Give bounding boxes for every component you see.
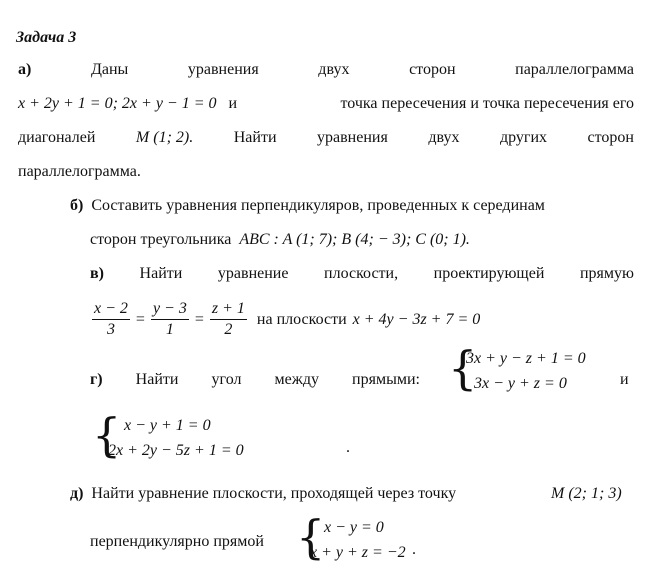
part-a-line2 [18, 94, 634, 114]
part-a-line3 [18, 128, 634, 148]
brace-icon: { [448, 341, 478, 395]
part-a-line1 [18, 60, 634, 80]
fraction: $\frac{x - 2}{3}$ [94, 300, 128, 338]
equations: x + 2y + 1 = 0; 2x + y − 1 = 0 [18, 95, 217, 112]
word: уравнение [217, 265, 289, 282]
part-v-label: в) [90, 265, 104, 282]
word: прямую [579, 265, 634, 282]
points: ABC : A (1; 7); B (4; − 3); C (0; 1). [239, 231, 470, 248]
brace-icon: { [296, 510, 326, 564]
conj: и [228, 95, 238, 112]
word: прямыми: [352, 371, 420, 388]
part-a-label: а) [18, 61, 32, 78]
word: угол [211, 371, 242, 388]
part-g-line1 [90, 370, 420, 390]
fraction: $\frac{z + 1}{2}$ [211, 300, 245, 338]
part-v-line1 [90, 264, 634, 284]
task-title: Задача 3 [16, 29, 77, 46]
word: уравнения [317, 129, 388, 146]
word: сторон [587, 129, 634, 146]
word: других [499, 129, 548, 146]
part-d-label: д) [70, 485, 84, 502]
part-g-label: г) [90, 371, 103, 388]
part-d-line2: перпендикулярно прямой [90, 533, 264, 550]
part-v-line2: $\frac{x - 2}{3}$ = $\frac{y - 3}{1}$ = $\frac{z + 1}{2}$ на плоскости x + 4y − 3z + 7 = 0 [94, 300, 481, 338]
text: сторон треугольника [90, 231, 232, 248]
part-b-line1 [70, 196, 545, 216]
part-d-line1 [70, 484, 456, 504]
part-b-label: б) [70, 197, 84, 214]
word: уравнения [187, 61, 259, 78]
fraction: $\frac{y - 3}{1}$ [152, 300, 187, 338]
plane-equation: x + 4y − 3z + 7 = 0 [352, 310, 481, 328]
point-m: M (1; 2). [135, 129, 194, 146]
word: параллелограмма [515, 61, 634, 78]
word: плоскости, [324, 265, 399, 282]
word: Даны [90, 61, 129, 78]
word: сторон [409, 61, 456, 78]
part-a-line4: параллелограмма. [18, 163, 141, 180]
text: на плоскости [256, 310, 347, 328]
word: Найти [135, 371, 179, 388]
text: Найти уравнение плоскости, проходящей через точку [91, 485, 457, 502]
word: проектирующей [433, 265, 545, 282]
word: Найти [233, 129, 277, 146]
word: двух [428, 129, 460, 146]
point-m: M (2; 1; 3) [551, 485, 622, 502]
conj: и [620, 371, 629, 388]
part-b-line2 [90, 230, 470, 250]
brace-icon: { [92, 408, 122, 462]
word: Найти [139, 265, 183, 282]
text: Составить уравнения перпендикуляров, проведенных к серединам [91, 197, 545, 214]
word: двух [318, 61, 350, 78]
word: между [274, 371, 319, 388]
text: точка пересечения и точка пересечения его [340, 95, 634, 112]
word: диагоналей [18, 129, 96, 146]
